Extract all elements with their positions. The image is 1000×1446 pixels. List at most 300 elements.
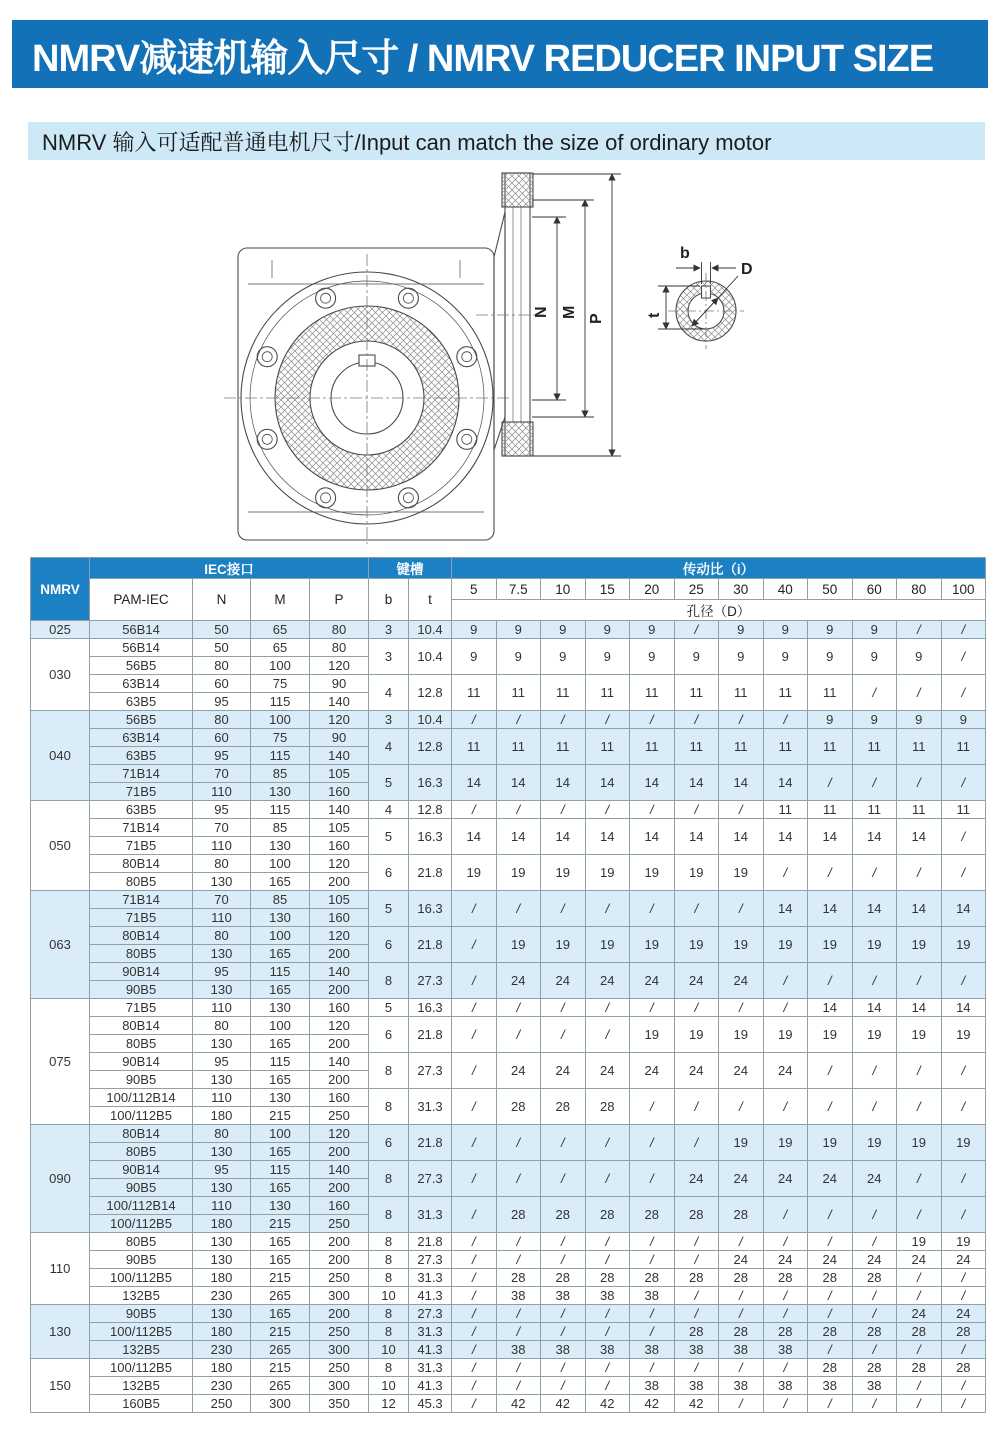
- bore-diameter-cell: /: [630, 1161, 675, 1197]
- ratio-header-10: 10: [541, 579, 586, 600]
- bore-diameter-cell: 9: [941, 711, 986, 729]
- bore-diameter-cell: /: [674, 1125, 719, 1161]
- bore-diameter-cell: 24: [541, 963, 586, 999]
- bore-diameter-cell: 9: [763, 639, 808, 675]
- bore-diameter-cell: /: [541, 1359, 586, 1377]
- bore-diameter-cell: /: [496, 1125, 541, 1161]
- bore-diameter-cell: /: [941, 675, 986, 711]
- n-cell: 130: [193, 1233, 251, 1251]
- m-cell: 265: [251, 1377, 310, 1395]
- m-cell: 115: [251, 1053, 310, 1071]
- bore-diameter-cell: /: [496, 1323, 541, 1341]
- bore-diameter-cell: /: [452, 1359, 497, 1377]
- m-cell: 130: [251, 1197, 310, 1215]
- table-row: [31, 639, 986, 657]
- keyway-t-cell: 10.4: [409, 711, 452, 729]
- table-row: [31, 1233, 986, 1251]
- n-cell: 180: [193, 1269, 251, 1287]
- keyway-t-cell: 27.3: [409, 1053, 452, 1089]
- bore-diameter-cell: 19: [897, 1017, 942, 1053]
- pam-iec-cell: 90B5: [90, 1179, 193, 1197]
- bore-diameter-cell: /: [897, 1197, 942, 1233]
- pam-iec-cell: 100/112B5: [90, 1215, 193, 1233]
- bore-diameter-cell: /: [941, 765, 986, 801]
- bore-diameter-cell: 9: [541, 621, 586, 639]
- bore-diameter-cell: 11: [897, 729, 942, 765]
- keyway-t-cell: 31.3: [409, 1359, 452, 1377]
- bore-diameter-cell: /: [897, 675, 942, 711]
- bore-diameter-cell: 28: [719, 1269, 764, 1287]
- n-cell: 80: [193, 1017, 251, 1035]
- n-cell: 95: [193, 1161, 251, 1179]
- bore-diameter-cell: 14: [763, 765, 808, 801]
- bore-diameter-cell: 19: [541, 855, 586, 891]
- bore-diameter-cell: /: [541, 1125, 586, 1161]
- bore-diameter-cell: 9: [808, 621, 853, 639]
- p-cell: 120: [310, 927, 369, 945]
- table-row: [31, 801, 986, 819]
- bore-diameter-cell: 11: [630, 675, 675, 711]
- bore-diameter-cell: /: [763, 1305, 808, 1323]
- bore-diameter-cell: 9: [897, 711, 942, 729]
- bore-diameter-cell: 28: [674, 1269, 719, 1287]
- bore-diameter-cell: /: [630, 1323, 675, 1341]
- model-cell: 063: [31, 891, 90, 999]
- bore-diameter-cell: 38: [808, 1377, 853, 1395]
- bore-diameter-cell: 14: [852, 891, 897, 927]
- bore-diameter-cell: 11: [719, 675, 764, 711]
- bore-diameter-cell: 24: [719, 1251, 764, 1269]
- bore-diameter-cell: /: [452, 1125, 497, 1161]
- bore-diameter-cell: 11: [897, 801, 942, 819]
- pam-iec-cell: 80B5: [90, 873, 193, 891]
- bore-diameter-cell: 9: [452, 639, 497, 675]
- n-cell: 60: [193, 729, 251, 747]
- bore-diameter-cell: 9: [496, 639, 541, 675]
- bore-diameter-cell: 14: [941, 999, 986, 1017]
- bore-diameter-cell: /: [941, 1089, 986, 1125]
- bore-diameter-cell: /: [452, 1251, 497, 1269]
- bore-diameter-cell: 14: [674, 819, 719, 855]
- bore-diameter-cell: 38: [585, 1287, 630, 1305]
- bore-diameter-cell: /: [452, 1053, 497, 1089]
- bore-diameter-cell: 14: [808, 819, 853, 855]
- bore-diameter-cell: /: [674, 1305, 719, 1323]
- bore-diameter-cell: /: [674, 891, 719, 927]
- n-cell: 80: [193, 711, 251, 729]
- bore-diameter-cell: 11: [585, 675, 630, 711]
- bore-diameter-cell: 38: [630, 1341, 675, 1359]
- p-cell: 200: [310, 1305, 369, 1323]
- bore-diameter-cell: /: [585, 801, 630, 819]
- m-cell: 100: [251, 1017, 310, 1035]
- bore-diameter-cell: /: [852, 1233, 897, 1251]
- p-cell: 160: [310, 909, 369, 927]
- ratio-header-60: 60: [852, 579, 897, 600]
- p-cell: 160: [310, 1089, 369, 1107]
- dim-label-d: D: [741, 261, 753, 278]
- bore-diameter-cell: 24: [496, 1053, 541, 1089]
- bore-diameter-cell: /: [808, 1287, 853, 1305]
- bore-diameter-cell: 38: [674, 1377, 719, 1395]
- p-cell: 105: [310, 765, 369, 783]
- bore-diameter-cell: 14: [897, 999, 942, 1017]
- pam-iec-cell: 132B5: [90, 1287, 193, 1305]
- m-cell: 130: [251, 999, 310, 1017]
- bore-diameter-cell: 24: [941, 1305, 986, 1323]
- bore-diameter-cell: 11: [852, 729, 897, 765]
- bore-diameter-cell: 28: [674, 1323, 719, 1341]
- ratio-header-50: 50: [808, 579, 853, 600]
- bore-diameter-cell: 24: [808, 1251, 853, 1269]
- bore-diameter-cell: 11: [808, 801, 853, 819]
- keyway-t-cell: 31.3: [409, 1089, 452, 1125]
- pam-iec-cell: 71B5: [90, 999, 193, 1017]
- bore-diameter-cell: 24: [763, 1053, 808, 1089]
- pam-iec-cell: 71B5: [90, 837, 193, 855]
- bore-diameter-cell: 24: [674, 1053, 719, 1089]
- n-cell: 110: [193, 999, 251, 1017]
- n-cell: 180: [193, 1107, 251, 1125]
- p-cell: 140: [310, 1053, 369, 1071]
- bore-diameter-cell: 11: [585, 729, 630, 765]
- bore-diameter-cell: 9: [852, 711, 897, 729]
- bore-diameter-cell: /: [852, 1395, 897, 1413]
- table-row: [31, 1125, 986, 1143]
- p-cell: 120: [310, 1125, 369, 1143]
- bore-diameter-cell: 11: [452, 675, 497, 711]
- bore-diameter-cell: 24: [941, 1251, 986, 1269]
- n-cell: 50: [193, 639, 251, 657]
- ratio-header-100: 100: [941, 579, 986, 600]
- m-cell: 130: [251, 837, 310, 855]
- bore-diameter-cell: /: [630, 1089, 675, 1125]
- bore-diameter-cell: 24: [852, 1251, 897, 1269]
- p-cell: 105: [310, 891, 369, 909]
- table-row: [31, 891, 986, 909]
- bore-diameter-cell: /: [808, 1233, 853, 1251]
- ratio-header-30: 30: [719, 579, 764, 600]
- bore-diameter-cell: 9: [852, 639, 897, 675]
- n-cell: 95: [193, 1053, 251, 1071]
- keyway-b-cell: 4: [369, 675, 409, 711]
- bore-diameter-cell: /: [452, 1395, 497, 1413]
- p-cell: 120: [310, 711, 369, 729]
- bore-diameter-cell: 9: [630, 639, 675, 675]
- input-size-table: [30, 557, 986, 1413]
- bore-diameter-cell: /: [808, 1341, 853, 1359]
- bore-diameter-cell: /: [630, 999, 675, 1017]
- m-cell: 130: [251, 1089, 310, 1107]
- bore-diameter-cell: 19: [630, 927, 675, 963]
- p-cell: 120: [310, 657, 369, 675]
- bore-diameter-cell: /: [852, 765, 897, 801]
- table-row: [31, 963, 986, 981]
- bore-diameter-cell: 24: [630, 963, 675, 999]
- keyway-b-cell: 3: [369, 639, 409, 675]
- bore-diameter-cell: 24: [763, 1161, 808, 1197]
- keyway-t-cell: 27.3: [409, 1305, 452, 1323]
- keyway-b-cell: 3: [369, 711, 409, 729]
- pam-iec-cell: 71B14: [90, 891, 193, 909]
- keyway-t-cell: 10.4: [409, 621, 452, 639]
- p-cell: 200: [310, 1035, 369, 1053]
- p-cell: 140: [310, 1161, 369, 1179]
- iec-group-header: IEC接口: [90, 558, 369, 579]
- p-cell: 250: [310, 1269, 369, 1287]
- keyway-t-cell: 12.8: [409, 729, 452, 765]
- bore-diameter-cell: 19: [808, 1017, 853, 1053]
- m-cell: 115: [251, 963, 310, 981]
- bore-diameter-cell: /: [452, 711, 497, 729]
- keyway-b-cell: 8: [369, 1305, 409, 1323]
- bore-diameter-cell: 28: [496, 1197, 541, 1233]
- reducer-drawing-svg: [120, 162, 880, 554]
- bore-diameter-cell: 38: [496, 1287, 541, 1305]
- bore-diameter-cell: 14: [763, 819, 808, 855]
- bore-diameter-cell: 14: [585, 765, 630, 801]
- ratio-header-20: 20: [630, 579, 675, 600]
- m-cell: 215: [251, 1323, 310, 1341]
- bore-diameter-cell: 9: [719, 639, 764, 675]
- dim-label-p: P: [588, 313, 605, 324]
- bore-diameter-cell: 24: [674, 1161, 719, 1197]
- model-cell: 075: [31, 999, 90, 1125]
- bore-diameter-cell: /: [541, 711, 586, 729]
- bore-diameter-cell: 19: [496, 927, 541, 963]
- bore-diameter-cell: 19: [897, 1233, 942, 1251]
- pam-iec-cell: 80B14: [90, 1017, 193, 1035]
- keyway-t-cell: 16.3: [409, 999, 452, 1017]
- keyway-t-cell: 12.8: [409, 675, 452, 711]
- n-cell: 50: [193, 621, 251, 639]
- bore-diameter-cell: 11: [719, 729, 764, 765]
- m-cell: 165: [251, 1071, 310, 1089]
- bore-diameter-cell: /: [941, 639, 986, 675]
- bore-diameter-cell: 19: [585, 927, 630, 963]
- pam-iec-cell: 100/112B5: [90, 1269, 193, 1287]
- bore-diameter-cell: /: [541, 801, 586, 819]
- bore-diameter-cell: /: [585, 1323, 630, 1341]
- m-cell: 100: [251, 927, 310, 945]
- keyway-b-cell: 5: [369, 891, 409, 927]
- bore-diameter-cell: 19: [630, 1017, 675, 1053]
- bore-diameter-cell: 9: [452, 621, 497, 639]
- bore-diameter-cell: 24: [897, 1251, 942, 1269]
- table-row: [31, 1395, 986, 1413]
- bore-diameter-cell: /: [452, 1233, 497, 1251]
- keyway-b-cell: 8: [369, 963, 409, 999]
- pam-iec-cell: 100/112B14: [90, 1197, 193, 1215]
- bore-diameter-cell: 19: [897, 1125, 942, 1161]
- keyway-t-cell: 31.3: [409, 1323, 452, 1341]
- bore-diameter-cell: 11: [541, 675, 586, 711]
- pam-iec-header: PAM-IEC: [90, 579, 193, 621]
- bore-diameter-cell: 19: [941, 927, 986, 963]
- bore-diameter-cell: /: [496, 1161, 541, 1197]
- n-cell: 70: [193, 765, 251, 783]
- bore-diameter-cell: /: [585, 1251, 630, 1269]
- bore-diameter-cell: 19: [763, 1017, 808, 1053]
- n-cell: 130: [193, 981, 251, 999]
- table-row: [31, 1161, 986, 1179]
- bore-diameter-cell: 14: [496, 819, 541, 855]
- bore-diameter-cell: 14: [852, 819, 897, 855]
- bore-diameter-cell: /: [452, 891, 497, 927]
- bore-diameter-cell: 38: [585, 1341, 630, 1359]
- bore-diameter-cell: /: [541, 1161, 586, 1197]
- p-cell: 140: [310, 693, 369, 711]
- keyway-t-cell: 27.3: [409, 1161, 452, 1197]
- keyway-t-cell: 10.4: [409, 639, 452, 675]
- bore-diameter-cell: 19: [852, 1017, 897, 1053]
- bore-diameter-cell: 28: [808, 1359, 853, 1377]
- p-cell: 350: [310, 1395, 369, 1413]
- bore-diameter-cell: /: [941, 1053, 986, 1089]
- bore-diameter-cell: /: [763, 1395, 808, 1413]
- bore-diameter-cell: /: [719, 891, 764, 927]
- bore-diameter-cell: /: [674, 711, 719, 729]
- pam-iec-cell: 63B14: [90, 729, 193, 747]
- bore-diameter-cell: /: [452, 963, 497, 999]
- table-row: [31, 855, 986, 873]
- bore-diameter-cell: 11: [674, 675, 719, 711]
- bore-diameter-cell: 38: [541, 1341, 586, 1359]
- bore-diameter-cell: /: [897, 855, 942, 891]
- n-cell: 130: [193, 1179, 251, 1197]
- bore-diameter-cell: /: [585, 1233, 630, 1251]
- ratio-header-40: 40: [763, 579, 808, 600]
- bore-diameter-cell: 28: [585, 1269, 630, 1287]
- bore-diameter-cell: 24: [719, 1053, 764, 1089]
- keyway-t-cell: 45.3: [409, 1395, 452, 1413]
- n-cell: 130: [193, 1071, 251, 1089]
- bore-diameter-cell: /: [630, 1251, 675, 1269]
- m-cell: 85: [251, 819, 310, 837]
- bore-diameter-cell: /: [585, 999, 630, 1017]
- keyway-t-cell: 16.3: [409, 891, 452, 927]
- bore-diameter-cell: /: [763, 999, 808, 1017]
- keyway-b-cell: 10: [369, 1377, 409, 1395]
- m-cell: 100: [251, 657, 310, 675]
- table-row: [31, 819, 986, 837]
- m-cell: 85: [251, 891, 310, 909]
- bore-diameter-cell: 11: [808, 675, 853, 711]
- p-cell: 300: [310, 1377, 369, 1395]
- keyway-b-cell: 8: [369, 1251, 409, 1269]
- ratio-header-80: 80: [897, 579, 942, 600]
- bore-diameter-cell: /: [541, 1233, 586, 1251]
- bore-diameter-cell: /: [897, 1053, 942, 1089]
- bore-diameter-cell: /: [941, 819, 986, 855]
- bore-diameter-cell: /: [452, 1377, 497, 1395]
- bore-diameter-cell: 28: [897, 1323, 942, 1341]
- bore-diameter-cell: /: [808, 963, 853, 999]
- bore-diameter-cell: /: [808, 765, 853, 801]
- bore-diameter-cell: /: [808, 1089, 853, 1125]
- bore-diameter-cell: 19: [941, 1017, 986, 1053]
- table-row: [31, 1251, 986, 1269]
- keyway-group-header: 键槽: [369, 558, 452, 579]
- keyway-b-cell: 6: [369, 855, 409, 891]
- bore-diameter-cell: 28: [674, 1197, 719, 1233]
- bore-diameter-cell: 11: [763, 675, 808, 711]
- m-cell: 165: [251, 1233, 310, 1251]
- bore-diameter-cell: /: [763, 1233, 808, 1251]
- n-cell: 80: [193, 855, 251, 873]
- bore-diameter-cell: 28: [585, 1089, 630, 1125]
- bore-diameter-cell: 14: [808, 891, 853, 927]
- bore-diameter-cell: 28: [852, 1323, 897, 1341]
- bore-diameter-cell: 38: [852, 1377, 897, 1395]
- bore-diameter-cell: 19: [719, 1017, 764, 1053]
- bore-diameter-cell: 28: [496, 1089, 541, 1125]
- keyway-t-cell: 27.3: [409, 963, 452, 999]
- n-cell: 95: [193, 747, 251, 765]
- bore-diameter-cell: 9: [541, 639, 586, 675]
- table-row: [31, 999, 986, 1017]
- pam-iec-cell: 80B5: [90, 1233, 193, 1251]
- keyway-t-cell: 21.8: [409, 1233, 452, 1251]
- bore-diameter-cell: 28: [541, 1269, 586, 1287]
- n-cell: 130: [193, 1251, 251, 1269]
- technical-drawing: [120, 162, 880, 554]
- model-cell: 110: [31, 1233, 90, 1305]
- bore-diameter-cell: /: [674, 1251, 719, 1269]
- m-cell: 130: [251, 783, 310, 801]
- table-row: [31, 621, 986, 639]
- bore-diameter-cell: /: [630, 711, 675, 729]
- model-cell: 030: [31, 639, 90, 711]
- bore-diameter-cell: 42: [630, 1395, 675, 1413]
- ratio-header-15: 15: [585, 579, 630, 600]
- n-cell: 250: [193, 1395, 251, 1413]
- bore-diameter-cell: 24: [808, 1161, 853, 1197]
- m-cell: 215: [251, 1269, 310, 1287]
- bore-diameter-cell: 19: [852, 1125, 897, 1161]
- m-cell: 115: [251, 747, 310, 765]
- table-row: [31, 1305, 986, 1323]
- pam-iec-cell: 56B14: [90, 621, 193, 639]
- keyway-b-cell: 6: [369, 1017, 409, 1053]
- m-cell: 165: [251, 945, 310, 963]
- bore-diameter-cell: /: [452, 1017, 497, 1053]
- bore-diameter-cell: 42: [496, 1395, 541, 1413]
- keyway-t-cell: 16.3: [409, 819, 452, 855]
- bore-diameter-cell: /: [585, 1377, 630, 1395]
- m-cell: 115: [251, 1161, 310, 1179]
- keyway-b-cell: 3: [369, 621, 409, 639]
- n-cell: 230: [193, 1377, 251, 1395]
- keyway-b-cell: 8: [369, 1089, 409, 1125]
- bore-diameter-cell: 28: [852, 1269, 897, 1287]
- bore-diameter-cell: /: [852, 1341, 897, 1359]
- bore-diameter-cell: 11: [674, 729, 719, 765]
- bore-diameter-cell: 19: [941, 1233, 986, 1251]
- bore-diameter-cell: /: [852, 963, 897, 999]
- bore-diameter-cell: /: [897, 963, 942, 999]
- bore-diameter-cell: /: [674, 621, 719, 639]
- bore-diameter-cell: 28: [630, 1197, 675, 1233]
- bore-diameter-cell: /: [808, 855, 853, 891]
- bore-diameter-cell: /: [630, 1359, 675, 1377]
- bore-diameter-cell: /: [674, 801, 719, 819]
- n-cell: 110: [193, 1197, 251, 1215]
- p-cell: 140: [310, 747, 369, 765]
- model-cell: 150: [31, 1359, 90, 1413]
- pam-iec-cell: 90B14: [90, 1053, 193, 1071]
- table-row: [31, 1269, 986, 1287]
